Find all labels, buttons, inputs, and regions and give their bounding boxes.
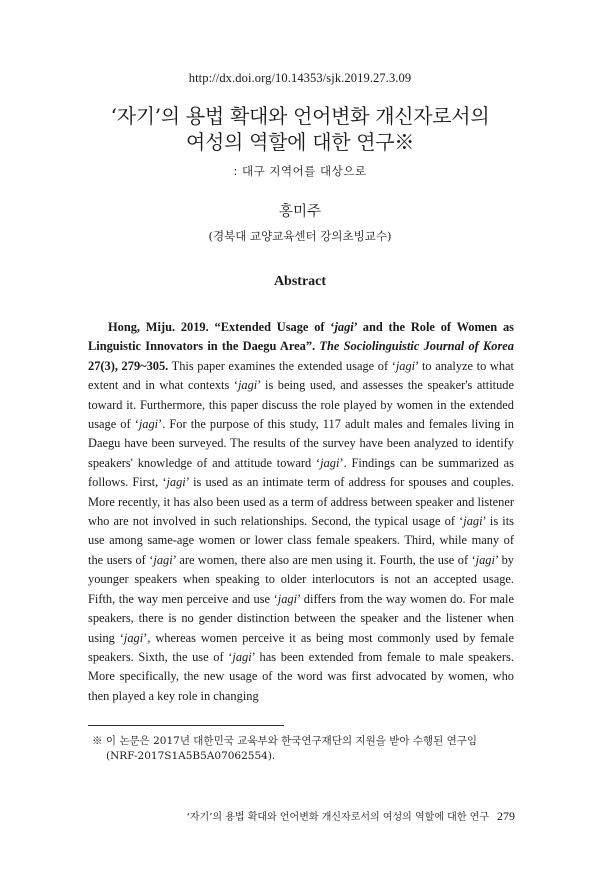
citation-volume: 27(3), 279~305. <box>88 358 169 373</box>
citation-title: “Extended Usage of ‘jagi’ and the Role of Women as Linguistic Innovators in the Daegu Area”. <box>88 320 514 354</box>
title-line-2-text: 여성의 역할에 대한 연구 <box>185 130 395 154</box>
running-footer <box>180 808 515 824</box>
doi-link[interactable]: http://dx.doi.org/10.14353/sjk.2019.27.3.09 <box>188 71 412 85</box>
abstract-body <box>88 318 514 706</box>
footnote-grant-code: (NRF-2017S1A5B5A07062554). <box>106 750 276 762</box>
title-footnote-mark[interactable]: ※ <box>394 130 415 154</box>
abstract-heading: Abstract <box>273 274 327 289</box>
title-line-1: ‘자기’의 용법 확대와 언어변화 개신자로서의 <box>110 104 490 128</box>
author-name: 홍미주 <box>278 204 322 220</box>
footnote-mark: ※ <box>92 735 103 747</box>
citation-journal: The Sociolinguistic Journal of Korea <box>319 339 514 354</box>
article-subtitle: : 대구 지역어를 대상으로 <box>233 164 367 178</box>
abstract-paragraph <box>88 318 514 706</box>
page-number: 279 <box>497 809 515 823</box>
running-title: ‘자기’의 용법 확대와 언어변화 개신자로서의 여성의 역할에 대한 연구 <box>186 812 489 823</box>
title-line-2 <box>60 129 540 155</box>
author-affiliation: (경북대 교양교육센터 강의초빙교수) <box>208 229 392 243</box>
footnote-divider <box>88 725 284 726</box>
abstract-text: This paper examines the extended usage of ‘jagi’ to analyze to what extent and in what contexts ‘jagi’ is being used, and assesses the speaker's attitude toward it. Furthermore, this paper discuss the role played by women in the extended usage of ‘jagi’. For the purpose of this study, 117 adult males and females living in Daegu have been surveyed. The results of the survey have been analyzed to identify speakers' knowledge of and attitude toward ‘jagi’. Findings can be summarized as follows. First, ‘jagi’ is used as an intimate term of address for spouses and couples. More recently, it has also been used as a term of address between speaker and listener who are not involved in such relationships. Second, the typical usage of ‘jagi’ is its use among same-age women or lower class female speakers. Third, while many of the users of ‘jagi’ are women, there also are men using it. Fourth, the use of ‘jagi’ by younger speakers when speaking to older interlocutors is not an accepted usage. Fifth, the way men perceive and use ‘jagi’ differs from the way women do. For male speakers, there is no gender distinction between the speaker and the listener when using ‘jagi’, whereas women perceive it as being most commonly used by female speakers. Sixth, the use of ‘jagi’ has been extended from female to male speakers. More specifically, the new usage of the word was first advocated by women, who then played a key role in changing <box>88 358 515 703</box>
citation-author: Hong, Miju. 2019. <box>108 320 209 334</box>
footnote-text: 이 논문은 2017년 대한민국 교육부와 한국연구재단의 지원을 받아 수행된 연구임 <box>105 735 478 747</box>
footnote <box>92 734 516 764</box>
article-title <box>60 103 540 155</box>
